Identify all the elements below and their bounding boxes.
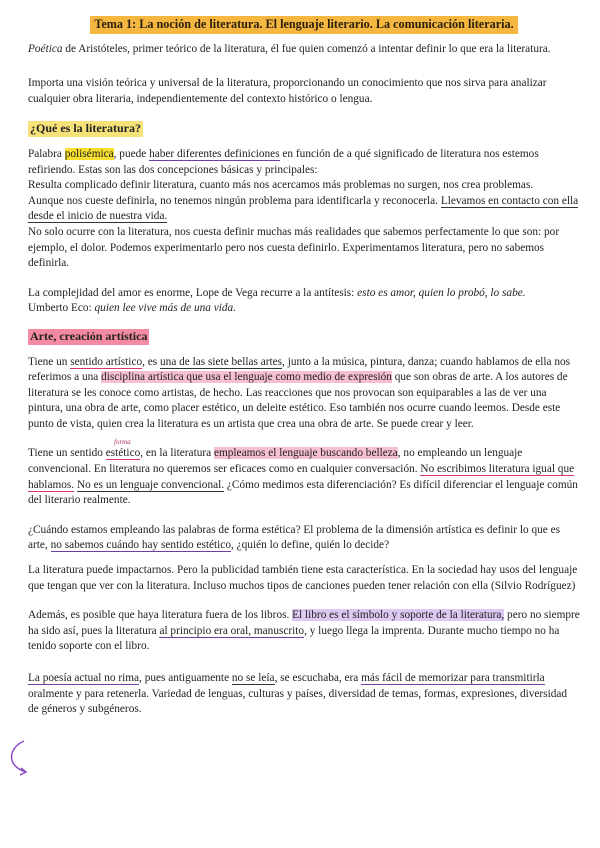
text: Umberto Eco:: [28, 302, 95, 315]
section-heading-literatura: ¿Qué es la literatura?: [30, 121, 141, 136]
text: Tiene un: [28, 355, 71, 368]
text: La complejidad del amor es enorme, Lope de Vega recurre a la antítesis:: [28, 286, 358, 299]
underline-sentido-estetico: no sabemos cuándo hay sentido estético: [50, 539, 231, 552]
section-heading-arte: Arte, creación artística: [30, 328, 148, 343]
section1-paragraph-1: [28, 147, 580, 178]
section2-paragraph-4: La literatura puede impactarnos. Pero la publicidad también tiene esta característica. En la sociedad hay usos del lenguaje que tengan que ver con la literatura. Incluso muchos tipos de canciones pueden tener relación con ella (Silvio Rodríguez): [28, 564, 578, 592]
section2-paragraph-3: [28, 523, 580, 554]
intro-paragraph-2: Importa una visión teórica y universal de la literatura, proporcionando un conocimiento que nos sirva para analizar cualquier obra literaria, independientemente del contexto histórico o lengua.: [28, 77, 547, 105]
poetica-title: Poética: [28, 42, 63, 55]
section2-paragraph-5: [28, 608, 580, 655]
document-page: [28, 16, 580, 724]
highlight-belleza: empleamos el lenguaje buscando belleza: [213, 447, 398, 460]
text: , pues antiguamente: [139, 672, 232, 684]
text: Palabra: [28, 147, 65, 160]
highlight-libro-simbolo: El libro es el símbolo y soporte de la literatura,: [292, 609, 505, 622]
highlight-disciplina: disciplina artística que usa el lenguaje como medio de expresión: [101, 371, 392, 384]
section2-paragraph-1: [28, 355, 580, 433]
text: en función de a qué significado de literatura nos estemos refiriendo. Estas son las dos concepciones básicas y principales:: [28, 147, 539, 176]
text: , es: [142, 355, 161, 368]
section1-paragraph-5: [28, 286, 580, 302]
section1-paragraph-6: [28, 301, 580, 317]
curved-arrow-icon: [4, 738, 34, 778]
underline-no-convencional: No es un lenguaje convencional.: [76, 478, 225, 491]
underline-poesia-no-rima: La poesía actual no rima: [28, 672, 140, 684]
underline-sentido-artistico: sentido artístico: [70, 355, 143, 368]
underline-contacto: Llevamos en contacto con ella desde el inicio de nuestra vida.: [28, 194, 579, 223]
text: , junto a la música, pintura, danza; cuando hablamos de ella nos referimos a una: [28, 355, 571, 384]
intro-text: de Aristóteles, primer teórico de la literatura, él fue quien comenzó a intentar definir lo que era la literatura.: [62, 42, 551, 55]
underline-memorizar: más fácil de memorizar para transmitirla: [361, 672, 545, 684]
text: , en la literatura: [140, 447, 214, 460]
handwritten-note: forma: [114, 438, 131, 447]
intro-paragraph-1: [28, 42, 580, 58]
quote-eco: quien lee vive más de una vida.: [94, 302, 236, 315]
text: , puede: [113, 147, 150, 160]
text: ¿Cuándo estamos empleando las palabras de forma estética? El problema de la dimensión artística es definir lo que es arte,: [28, 523, 561, 552]
underline-estetico: estético: [105, 447, 141, 460]
text: Aunque nos cueste definirla, no tenemos ningún problema para identificarla y reconocerla.: [28, 194, 441, 207]
text: ¿Cómo medimos esta diferenciación? Es difícil diferenciar el lenguaje común del literario realmente.: [28, 478, 578, 507]
page-title: Tema 1: La noción de literatura. El lenguaje literario. La comunicación literaria.: [90, 16, 517, 34]
quote-lope: esto es amor, quien lo probó, lo sabe.: [357, 286, 526, 299]
text: , no empleando un lenguaje convencional. En literatura no queremos ser eficaces como en cualquier conversación.: [28, 447, 523, 476]
text: , ¿quién lo define, quién lo decide?: [230, 539, 390, 552]
underline-oral-manuscrito: al principio era oral, manuscrito: [159, 624, 305, 637]
text: Además, es posible que haya literatura fuera de los libros.: [28, 609, 293, 622]
underline-definiciones: haber diferentes definiciones: [149, 147, 280, 160]
text: oralmente y para retenerla. Variedad de lenguas, culturas y países, diversidad de temas, formas, expresiones, diversidad de géneros y subgéneros.: [28, 687, 568, 716]
text: pero no siempre ha sido así, pues la literatura: [28, 609, 580, 637]
underline-no-escribimos: No escribimos literatura igual que hablamos.: [28, 463, 575, 491]
section1-paragraph-4: No solo ocurre con la literatura, nos cuesta definir muchas más realidades que sabemos perfectamente lo que son: por ejemplo, el dolor. Podemos experimentarlo pero nos cuesta definirlo. Experimentamos literatura, pero no sabemos definirla.: [28, 225, 560, 270]
text: que son obras de arte. A los autores de literatura se les conoce como artistas, de hecho. Las reacciones que nos provocan son equiparables a las de ver una pintura, una obra de arte, como placer estético, un deleite estético. Eso también nos ocurre cuando leemos. Desde este punto de vista, quien crea la literatura es un artista que crea una obra de arte. Se puede crear y leer.: [28, 371, 568, 430]
underline-no-se-leia: no se leía: [231, 672, 275, 684]
highlight-polisemica: polisémica: [64, 147, 114, 160]
underline-bellas-artes: una de las siete bellas artes: [160, 355, 283, 368]
section1-paragraph-2: Resulta complicado definir literatura, cuanto más nos acercamos más problemas no surgen, nos crea problemas.: [28, 179, 534, 192]
section1-paragraph-3: [28, 194, 580, 225]
text: , se escuchaba, era: [274, 672, 362, 684]
section2-paragraph-2: [28, 438, 580, 508]
text: , y luego llega la imprenta. Durante mucho tiempo no ha tenido soporte con el libro.: [28, 624, 560, 653]
section2-paragraph-6: [28, 671, 580, 718]
text: Tiene un sentido: [28, 447, 106, 460]
